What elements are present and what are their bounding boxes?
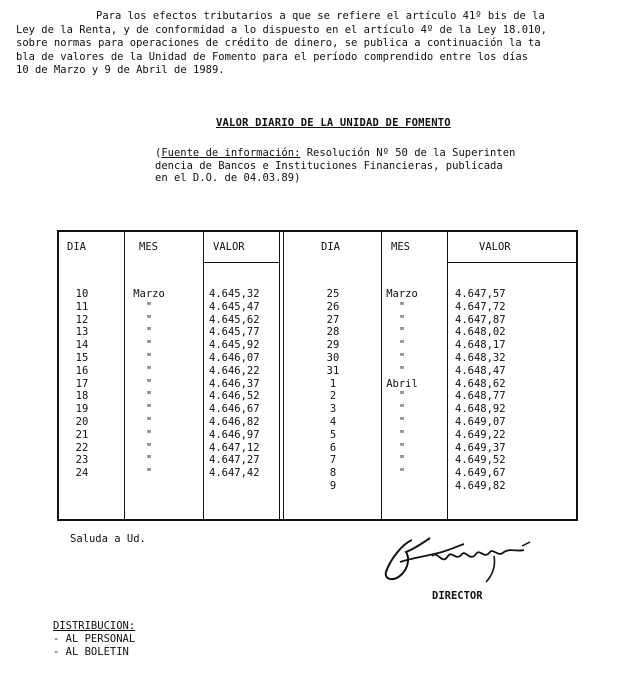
month-cell: " xyxy=(398,390,406,403)
uf-value-cell: 4.645,77 xyxy=(209,326,260,339)
month-cell: " xyxy=(398,326,406,339)
month-cell: Marzo xyxy=(133,288,165,300)
month-cell: " xyxy=(145,403,153,416)
uf-value-cell: 4.649,52 xyxy=(455,454,506,467)
uf-value-cell: 4.649,82 xyxy=(455,479,506,492)
header-rule xyxy=(447,262,578,263)
day-cell: 29 xyxy=(326,339,340,352)
uf-value-cell: 4.646,22 xyxy=(209,364,260,377)
header-mes: MES xyxy=(391,241,410,253)
right-value-column xyxy=(455,288,506,493)
month-cell xyxy=(367,480,437,493)
uf-value-cell: 4.648,47 xyxy=(455,364,506,377)
month-cell: " xyxy=(398,403,406,416)
day-cell: 14 xyxy=(75,339,89,352)
distribution-heading: DISTRIBUCION: xyxy=(53,620,136,632)
left-month-column xyxy=(114,288,184,480)
month-cell: Abril xyxy=(386,377,418,390)
header-rule xyxy=(203,262,279,263)
column-divider xyxy=(203,232,204,519)
uf-value-cell: 4.647,27 xyxy=(209,454,260,467)
intro-line: sobre normas para operaciones de crédito de dinero, se publica a continuación la ta xyxy=(16,37,541,49)
month-cell: " xyxy=(145,441,153,454)
uf-value-cell: 4.645,92 xyxy=(209,339,260,352)
day-cell: 31 xyxy=(326,364,340,377)
distribution-item: - AL BOLETIN xyxy=(53,646,129,658)
uf-value-cell: 4.646,67 xyxy=(209,403,260,416)
intro-line: bla de valores de la Unidad de Fomento para el período comprendido entre los días xyxy=(16,50,529,63)
distribution-item: - AL PERSONAL xyxy=(53,633,136,645)
uf-value-cell: 4.645,62 xyxy=(209,313,260,326)
day-cell: 10 xyxy=(75,288,89,300)
day-cell: 7 xyxy=(329,454,337,467)
header-mes: MES xyxy=(139,241,158,253)
open-paren: ( xyxy=(155,147,162,159)
month-cell: " xyxy=(398,467,406,480)
month-cell: " xyxy=(145,313,153,326)
day-cell: 16 xyxy=(75,364,89,377)
uf-value-cell: 4.647,87 xyxy=(455,313,506,326)
month-cell: " xyxy=(145,300,153,313)
month-cell: " xyxy=(398,339,406,352)
day-cell: 3 xyxy=(329,403,337,416)
day-cell: 12 xyxy=(75,313,89,326)
header-valor: VALOR xyxy=(213,241,245,253)
column-divider xyxy=(447,232,448,519)
day-cell: 24 xyxy=(75,467,89,480)
day-cell: 18 xyxy=(75,390,89,403)
month-cell: " xyxy=(145,454,153,467)
uf-value-cell: 4.645,32 xyxy=(209,288,260,300)
intro-line: Para los efectos tributarios a que se refiere el artículo 41º bis de la xyxy=(96,10,545,22)
left-day-column xyxy=(67,288,97,480)
day-cell: 1 xyxy=(329,377,337,390)
header-dia: DIA xyxy=(67,241,86,253)
uf-value-cell: 4.646,37 xyxy=(209,377,260,390)
day-cell: 4 xyxy=(329,415,337,428)
month-cell: " xyxy=(398,454,406,467)
month-cell: " xyxy=(145,390,153,403)
uf-value-cell: 4.646,82 xyxy=(209,415,260,428)
uf-value-cell: 4.648,92 xyxy=(455,403,506,416)
day-cell: 6 xyxy=(329,441,337,454)
uf-value-cell: 4.649,22 xyxy=(455,428,506,441)
month-cell: " xyxy=(398,428,406,441)
month-cell: " xyxy=(398,415,406,428)
left-value-column xyxy=(209,288,260,480)
month-cell: " xyxy=(145,377,153,390)
month-cell: " xyxy=(398,364,406,377)
day-cell: 30 xyxy=(326,351,340,364)
source-text: Resolución Nº 50 de la Superinten xyxy=(300,147,516,159)
source-line-3: en el D.O. de 04.03.89) xyxy=(155,172,301,184)
uf-value-table xyxy=(57,230,578,521)
intro-line: Ley de la Renta, y de conformidad a lo dispuesto en el artículo 4º de la Ley 18.010, xyxy=(16,23,548,36)
table-split-divider xyxy=(279,232,284,519)
closing-text: Saluda a Ud. xyxy=(70,533,146,545)
day-cell: 20 xyxy=(75,415,89,428)
uf-value-cell: 4.646,97 xyxy=(209,428,260,441)
source-note xyxy=(155,147,515,185)
day-cell: 17 xyxy=(75,377,89,390)
month-cell: " xyxy=(145,339,153,352)
uf-value-cell: 4.647,12 xyxy=(209,441,260,454)
signature-scribble xyxy=(372,522,537,588)
month-cell: " xyxy=(145,326,153,339)
month-cell: " xyxy=(398,300,406,313)
source-line-2: dencia de Bancos e Instituciones Financieras, publicada xyxy=(155,159,503,172)
day-cell: 26 xyxy=(326,300,340,313)
uf-value-cell: 4.647,57 xyxy=(455,288,506,300)
day-cell: 15 xyxy=(75,351,89,364)
day-cell: 5 xyxy=(329,428,337,441)
month-cell: " xyxy=(145,467,153,480)
uf-value-cell: 4.645,47 xyxy=(209,300,260,313)
day-cell: 13 xyxy=(75,326,89,339)
uf-value-cell: 4.646,52 xyxy=(209,390,260,403)
uf-value-cell: 4.649,07 xyxy=(455,415,506,428)
month-cell: " xyxy=(145,415,153,428)
distribution-block xyxy=(53,620,135,659)
header-dia: DIA xyxy=(321,241,340,253)
day-cell: 9 xyxy=(329,479,337,492)
document-title: VALOR DIARIO DE LA UNIDAD DE FOMENTO xyxy=(216,117,451,129)
right-month-column xyxy=(367,288,437,493)
header-valor: VALOR xyxy=(479,241,511,253)
uf-value-cell: 4.648,02 xyxy=(455,326,506,339)
day-cell: 11 xyxy=(75,300,89,313)
source-label: Fuente de información: xyxy=(161,147,301,159)
intro-paragraph xyxy=(16,10,616,78)
day-cell: 19 xyxy=(75,403,89,416)
month-cell: " xyxy=(398,351,406,364)
month-cell: " xyxy=(145,364,153,377)
month-cell: " xyxy=(145,351,153,364)
intro-line: 10 de Marzo y 9 de Abril de 1989. xyxy=(16,64,225,76)
uf-value-cell: 4.648,17 xyxy=(455,339,506,352)
day-cell: 22 xyxy=(75,441,89,454)
month-cell: " xyxy=(398,441,406,454)
day-cell: 27 xyxy=(326,313,340,326)
day-cell: 8 xyxy=(329,467,337,480)
month-cell: " xyxy=(145,428,153,441)
uf-value-cell: 4.649,37 xyxy=(455,441,506,454)
day-cell: 25 xyxy=(326,288,340,300)
uf-value-cell: 4.648,62 xyxy=(455,377,506,390)
month-cell: Marzo xyxy=(386,288,418,300)
signatory-title: DIRECTOR xyxy=(432,590,483,602)
uf-value-cell: 4.649,67 xyxy=(455,467,506,480)
uf-value-cell: 4.647,72 xyxy=(455,300,506,313)
day-cell: 28 xyxy=(326,326,340,339)
day-cell: 21 xyxy=(75,428,89,441)
month-cell: " xyxy=(398,313,406,326)
uf-value-cell: 4.648,77 xyxy=(455,390,506,403)
source-line-1 xyxy=(155,147,515,160)
right-day-column xyxy=(318,288,348,493)
uf-value-cell: 4.647,42 xyxy=(209,467,260,480)
day-cell: 23 xyxy=(75,454,89,467)
day-cell: 2 xyxy=(329,390,337,403)
uf-value-cell: 4.646,07 xyxy=(209,351,260,364)
uf-value-cell: 4.648,32 xyxy=(455,351,506,364)
